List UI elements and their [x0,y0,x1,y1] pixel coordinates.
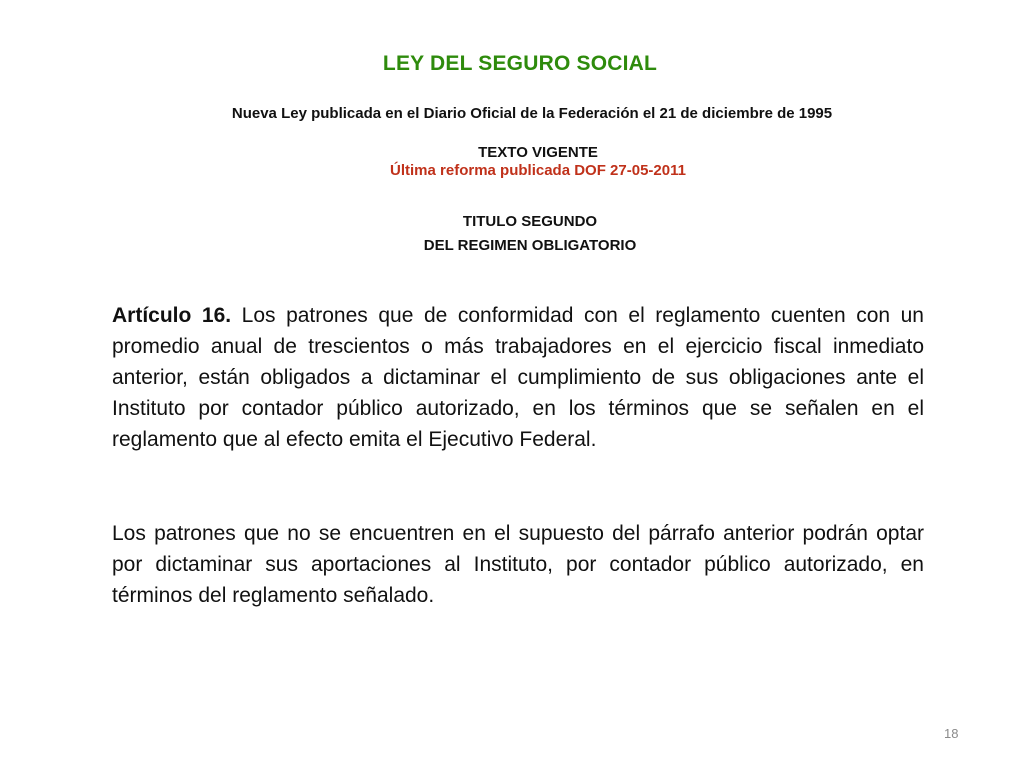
page-number: 18 [944,726,959,741]
article-paragraph-1-text: Los patrones que de conformidad con el reglamento cuenten con un promedio anual de trescientos o más trabajadores en el ejercicio fiscal inmediato anterior, están obligados a dictaminar el cumplimiento de sus obligaciones ante el Instituto por contador público autorizado, en los términos que se señalen en el reglamento que al efecto emita el Ejecutivo Federal. [112,304,924,451]
texto-vigente-heading: TEXTO VIGENTE [478,144,598,161]
law-title: LEY DEL SEGURO SOCIAL [382,52,658,75]
regimen-heading: DEL REGIMEN OBLIGATORIO [423,237,637,254]
titulo-heading: TITULO SEGUNDO [462,213,598,230]
article-label: Artículo 16. [112,304,232,327]
ultima-reforma-line: Última reforma publicada DOF 27-05-2011 [390,162,686,179]
article-paragraph-2: Los patrones que no se encuentren en el supuesto del párrafo anterior podrán optar por dictaminar sus aportaciones al Instituto, por contador público autorizado, en términos del reglamento señalado. [112,522,924,607]
publication-line: Nueva Ley publicada en el Diario Oficial de la Federación el 21 de diciembre de 1995 [231,105,833,122]
article-paragraph-1 [112,300,924,455]
